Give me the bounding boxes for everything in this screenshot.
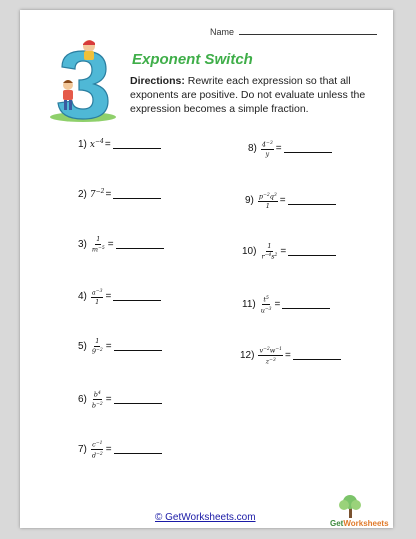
problem-9	[245, 192, 336, 210]
equals-sign: =	[105, 394, 112, 405]
worksheet-title: Exponent Switch	[132, 51, 253, 68]
answer-blank[interactable]	[113, 190, 161, 199]
answer-blank[interactable]	[114, 445, 162, 454]
equals-sign: =	[285, 350, 291, 361]
problem-number: 10)	[242, 246, 257, 258]
kids-number-three-illustration	[48, 37, 118, 123]
fraction-expression: $\frac{b^4}{b^{-2}}$	[91, 390, 103, 409]
problem-number: 3)	[78, 239, 87, 251]
name-line[interactable]	[239, 26, 377, 35]
footer-copyright-link[interactable]: © GetWorksheets.com	[155, 512, 256, 523]
expression: $7^{-2}$	[89, 188, 105, 200]
problem-12	[240, 346, 341, 365]
directions-label: Directions:	[130, 75, 185, 87]
fraction-expression: $\frac{4^{-3}}{y}$	[261, 140, 273, 158]
problem-8	[248, 140, 332, 158]
name-row	[210, 26, 377, 37]
fraction-expression: $\frac{1}{m^{-5}}$	[91, 235, 105, 254]
problem-7	[78, 440, 162, 459]
equals-sign: =	[105, 291, 112, 303]
fraction-expression: $\frac{c^{-1}}{d^{-2}}$	[91, 440, 103, 459]
answer-blank[interactable]	[293, 351, 341, 360]
answer-blank[interactable]	[114, 395, 162, 404]
answer-blank[interactable]	[288, 247, 336, 256]
equals-sign: =	[105, 188, 112, 200]
problem-number: 2)	[78, 188, 87, 200]
fraction-expression: $\frac{1}{r^{-4}s^2}$	[261, 242, 278, 261]
equals-sign: =	[275, 143, 282, 155]
brand-name: GetWorksheets	[330, 519, 389, 528]
equals-sign: =	[105, 341, 112, 353]
problem-number: 7)	[78, 444, 87, 455]
answer-blank[interactable]	[114, 342, 162, 351]
answer-blank[interactable]	[116, 240, 164, 249]
problem-number: 8)	[248, 143, 257, 155]
problem-3	[78, 236, 164, 254]
equals-sign: =	[104, 138, 111, 150]
problem-4	[78, 288, 161, 306]
equals-sign: =	[280, 246, 287, 258]
answer-blank[interactable]	[282, 300, 330, 309]
fraction-expression: $\frac{v^{-2}w^{-1}}{z^{-3}}$	[259, 346, 282, 365]
equals-sign: =	[107, 239, 114, 251]
problem-number: 11)	[242, 299, 256, 310]
equals-sign: =	[105, 444, 112, 455]
problem-number: 4)	[78, 291, 87, 303]
problem-number: 6)	[78, 394, 87, 405]
problem-6	[78, 390, 162, 409]
fraction-expression: $\frac{1}{9^{-2}}$	[91, 337, 103, 356]
problem-11	[242, 295, 330, 314]
directions-text: Rewrite each expression so that all exponents are positive. Do not evaluate unless the expression becomes a simple fraction.	[130, 75, 366, 115]
problem-number: 9)	[245, 195, 254, 207]
problem-5	[78, 338, 162, 356]
directions	[130, 74, 385, 116]
answer-blank[interactable]	[288, 196, 336, 205]
answer-blank[interactable]	[284, 144, 332, 153]
answer-blank[interactable]	[113, 140, 161, 149]
equals-sign: =	[279, 195, 286, 207]
fraction-expression: $\frac{a^{-3}}{1}$	[91, 288, 103, 306]
problem-number: 5)	[78, 341, 87, 353]
problem-number: 1)	[78, 138, 87, 150]
answer-blank[interactable]	[113, 292, 161, 301]
worksheet-page	[20, 10, 393, 528]
equals-sign: =	[274, 299, 281, 310]
expression: $x^{-4}$	[89, 138, 104, 150]
fraction-expression: $\frac{t^5}{u^{-3}}$	[260, 295, 272, 314]
problem-1	[78, 138, 161, 150]
problem-2	[78, 188, 161, 200]
fraction-expression: $\frac{p^{-2}q^3}{1}$	[258, 192, 277, 210]
problem-number: 12)	[240, 350, 255, 361]
problem-10	[242, 243, 336, 261]
name-label: Name	[210, 27, 235, 37]
